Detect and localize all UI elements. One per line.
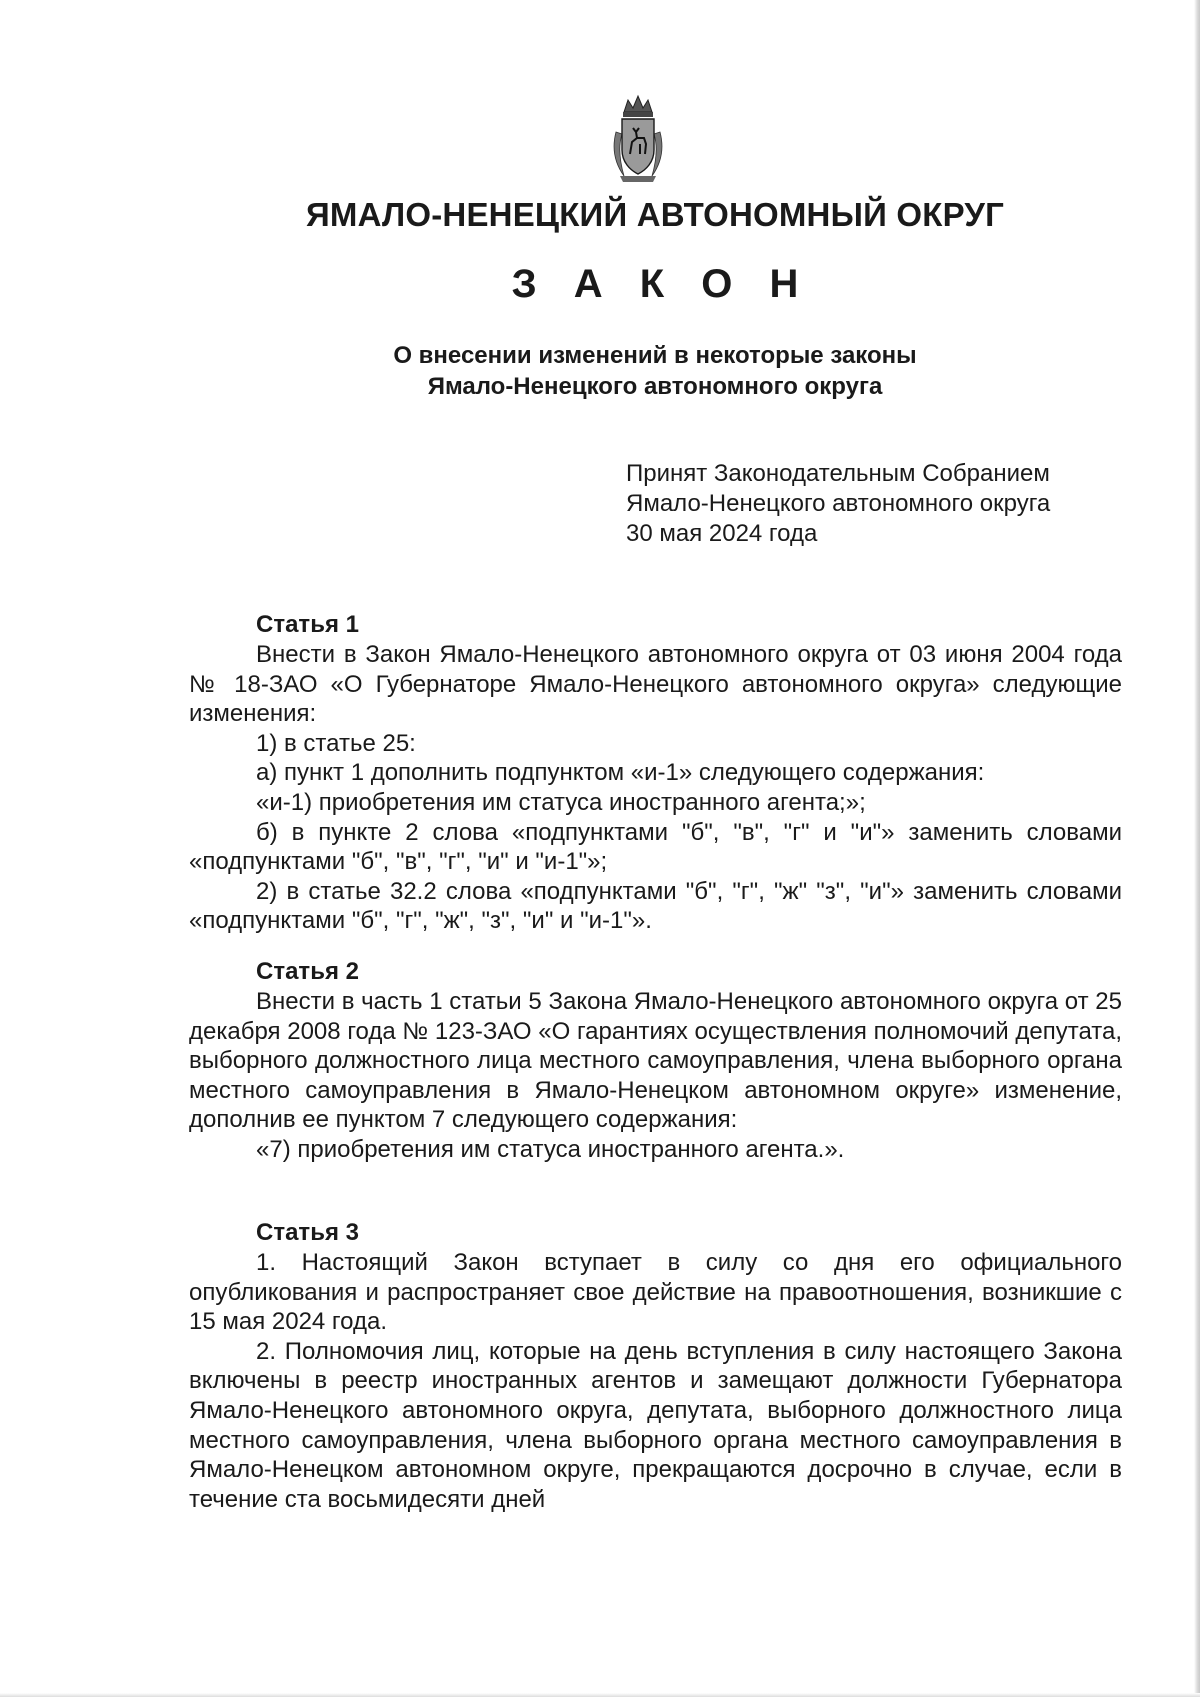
- adoption-line: Ямало-Ненецкого автономного округа: [626, 490, 1051, 517]
- law-subject-line: О внесении изменений в некоторые законы: [393, 342, 917, 369]
- scan-edge-shadow: [1194, 0, 1200, 1697]
- article-2-heading: Статья 2: [256, 958, 359, 985]
- paragraph: Внести в часть 1 статьи 5 Закона Ямало-Ненецкого автономного округа от 25 декабря 2008 года № 123-ЗАО «О гарантиях осуществления полномочий депутата, выборного должностного лица местного самоуправления, члена выборного органа местного самоуправления в Ямало-Ненецком автономном округе» изменение, дополнив ее пунктом 7 следующего содержания:: [189, 988, 1122, 1134]
- article-1-body: [189, 640, 1122, 936]
- coat-of-arms-icon: [610, 92, 666, 184]
- law-subject-line: Ямало-Ненецкого автономного округа: [427, 373, 883, 400]
- article-1-heading: Статья 1: [256, 611, 359, 638]
- paragraph: 1. Настоящий Закон вступает в силу со дня его официального опубликования и распространяет свое действие на правоотношения, возникшие с 15 мая 2024 года.: [189, 1249, 1122, 1336]
- paragraph: а) пункт 1 дополнить подпунктом «и-1» следующего содержания:: [256, 759, 985, 787]
- paragraph: «7) приобретения им статуса иностранного агента.».: [256, 1135, 845, 1163]
- region-title: ЯМАЛО-НЕНЕЦКИЙ АВТОНОМНЫЙ ОКРУГ: [305, 196, 1005, 233]
- adoption-line: Принят Законодательным Собранием: [626, 460, 1050, 487]
- paragraph: Внести в Закон Ямало-Ненецкого автономного округа от 03 июня 2004 года № 18-ЗАО «О Губернаторе Ямало-Ненецкого автономного округа» следующие изменения:: [189, 641, 1122, 728]
- adoption-date: 30 мая 2024 года: [626, 520, 818, 547]
- scan-edge-bottom: [0, 1693, 1200, 1697]
- paragraph: «и-1) приобретения им статуса иностранного агента;»;: [256, 788, 866, 816]
- document-type-title: З А К О Н: [511, 262, 812, 306]
- adoption-note: [626, 459, 1050, 549]
- paragraph: б) в пункте 2 слова «подпунктами "б", "в", "г" и "и"» заменить словами «подпунктами "б", "в", "г", "и" и "и-1"»;: [189, 818, 1122, 876]
- paragraph: 1) в статье 25:: [256, 729, 416, 757]
- paragraph: 2. Полномочия лиц, которые на день вступления в силу настоящего Закона включены в реестр иностранных агентов и замещают должности Губернатора Ямало-Ненецкого автономного округа, депутата, выборного должностного лица местного самоуправления, члена выборного органа местного самоуправления в Ямало-Ненецком автономном округе, прекращаются досрочно в случае, если в течение ста восьмидесяти дней: [189, 1337, 1122, 1513]
- article-3-heading: Статья 3: [256, 1219, 359, 1246]
- paragraph: 2) в статье 32.2 слова «подпунктами "б", "г", "ж" "з", "и"» заменить словами «подпунктами "б", "г", "ж", "з", "и" и "и-1"».: [189, 877, 1122, 935]
- law-subject: [0, 340, 1200, 402]
- article-3-body: [189, 1248, 1122, 1514]
- article-2-body: [189, 987, 1122, 1165]
